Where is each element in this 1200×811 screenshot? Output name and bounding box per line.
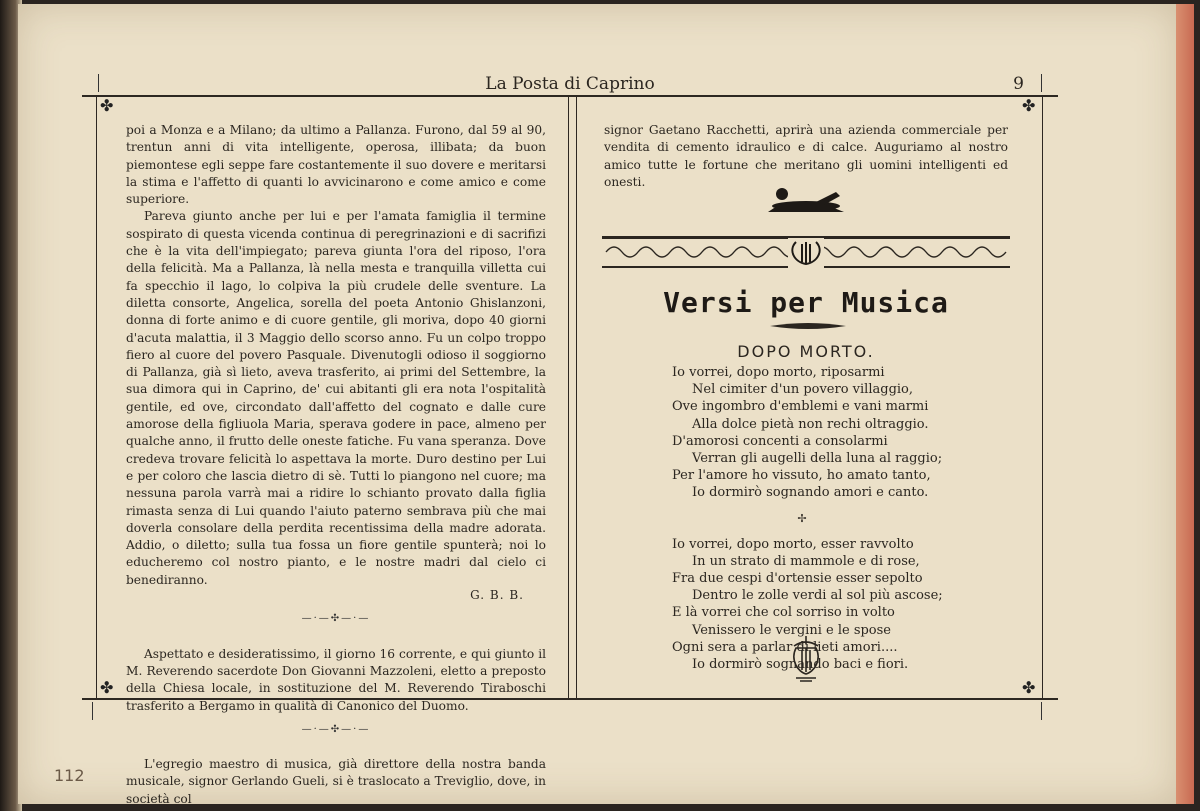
footer-tick-left [92, 702, 93, 720]
verse-line: Io vorrei, dopo morto, esser ravvolto [672, 536, 914, 552]
verse-line: Fra due cespi d'ortensie esser sepolto [672, 571, 923, 587]
paragraph: Pareva giunto anche per lui e per l'amata famiglia il termine sospirato di questa vicenda continua di peregrinazioni e di sacrifizi che è la vita dell'impiegato; pareva giunta l'ora del riposo, l'ora della felicità. Ma a Pallanza, là nella mesta e tranquilla villetta cui fa specchio il lago, lo colpiva la più crudele delle sventure. La diletta consorte, Angelica, sorella del poeta Antonio Ghislanzoni, donna di forte animo e di cuore gentile, gli moriva, dopo 40 giorni d'acuta malattia, il 3 Maggio dello scorso anno. Fu un colpo troppo fiero al cuore del povero Pasquale. Divenutogli odioso il soggiorno di Pallanza, già sì lieto, aveva trasferito, ai primi del Settembre, la sua dimora qui in Caprino, de' cui abitanti gli era nota l'ospitalità gentile, ed ove, circondato dall'affetto del cognato e dalle cure amorose della figliuola Maria, sperava godere in pace, almeno per qualche anno, il frutto delle oneste fatiche. Fu vana speranza. Dove credeva trovare felicità lo aspettava la morte. Duro destino per Lui e per coloro che lascia dietro di sè. Tutti lo piangono nel cuore; ma nessuna parola varrà mai a ridire lo schianto provato dalla figlia rimasta senza di Lui quando l'aiuto paterno sembrava più che mai doverla consolare della perdita recentissima della madre adorata. Addio, o diletto; sulla tua fossa un fiore gentile spunterà; noi lo educheremo col nostro pianto, e le nostre madri dal cielo ci benediranno. [126, 209, 546, 587]
left-border [96, 97, 97, 698]
verse-line: Per l'amore ho vissuto, ho amato tanto, [672, 468, 931, 484]
right-border [1042, 97, 1043, 698]
verse-line: E là vorrei che col sorriso in volto [672, 605, 895, 621]
header-tick-right [1041, 74, 1042, 92]
verse-line: Io dormirò sognando amori e canto. [692, 485, 929, 501]
verse-line: Dentro le zolle verdi al sol più ascose; [692, 588, 943, 604]
verse-line: Io vorrei, dopo morto, riposarmi [672, 365, 885, 380]
reclining-figure-icon [764, 184, 848, 216]
separator-ornament-icon: —·—✣—·— [301, 613, 371, 625]
left-column [126, 122, 546, 808]
paragraph: signor Gaetano Racchetti, aprirà una azienda commerciale per vendita di cemento idraulico e di calce. Auguriamo al nostro amico tutte le fortune che meritano gli uomini intelligenti ed onesti. [604, 123, 1008, 189]
page-edge [1176, 4, 1194, 804]
title-flourish-icon [768, 322, 848, 330]
corner-ornament-icon: ✤ [100, 96, 114, 115]
verse-line: Verran gli augelli della luna al raggio; [692, 451, 943, 467]
verse-line: Ogni sera a parlar di lieti amori.... [672, 639, 898, 655]
margin-note: 112 [54, 766, 85, 785]
decorative-border-icon [602, 236, 1010, 270]
end-ornament-icon [788, 634, 824, 684]
column-divider-a [568, 97, 569, 698]
page-number: 9 [1013, 74, 1024, 94]
signature: G. B. B. [470, 588, 524, 603]
stanza-separator: ✢ [797, 511, 807, 525]
poem [672, 364, 1012, 673]
footer-tick-right [1041, 702, 1042, 720]
column-divider-b [576, 97, 577, 698]
paragraph: L'egregio maestro di musica, già direttore della nostra banda musicale, signor Gerlando Gueli, si è traslocato a Treviglio, dove, in società col [126, 757, 546, 806]
verse-line: Venissero le vergini e le spose [692, 622, 891, 638]
verse-line: Nel cimiter d'un povero villaggio, [692, 382, 914, 398]
corner-ornament-icon: ✤ [1022, 96, 1036, 115]
page-header [80, 72, 1060, 94]
header-title: La Posta di Caprino [485, 74, 655, 94]
paragraph: Aspettato e desideratissimo, il giorno 16 corrente, e qui giunto il M. Reverendo sacerdote Don Giovanni Mazzoleni, eletto a preposto della Chiesa locale, in sostituzione del M. Reverendo Tiraboschi trasferito a Bergamo in qualità di Canonico del Duomo. [126, 646, 546, 713]
top-rule [82, 95, 1058, 97]
corner-ornament-icon: ✤ [1022, 678, 1036, 697]
section-title: Versi per Musica [663, 286, 949, 319]
right-column-text [604, 122, 1008, 191]
verse-line: Alla dolce pietà non rechi oltraggio. [692, 416, 929, 432]
verse-line: Ove ingombro d'emblemi e vani marmi [672, 399, 929, 415]
header-tick-left [98, 74, 99, 92]
verse-line: Io dormirò sognando baci e fiori. [692, 657, 909, 673]
verse-line: D'amorosi concenti a consolarmi [672, 433, 888, 449]
paragraph: poi a Monza e a Milano; da ultimo a Pallanza. Furono, dal 59 al 90, trentun anni di vita intelligente, operosa, illibata; da buon piemontese egli seppe fare costantemente il suo dovere e meritarsi la stima e l'affetto di quanti lo avvicinarono e come amico e come superiore. [126, 123, 546, 207]
corner-ornament-icon: ✤ [100, 678, 114, 697]
verse-line: In un strato di mammole e di rose, [692, 553, 920, 569]
poem-title: DOPO MORTO. [737, 342, 875, 361]
separator-ornament-icon: —·—✣—·— [301, 723, 371, 735]
